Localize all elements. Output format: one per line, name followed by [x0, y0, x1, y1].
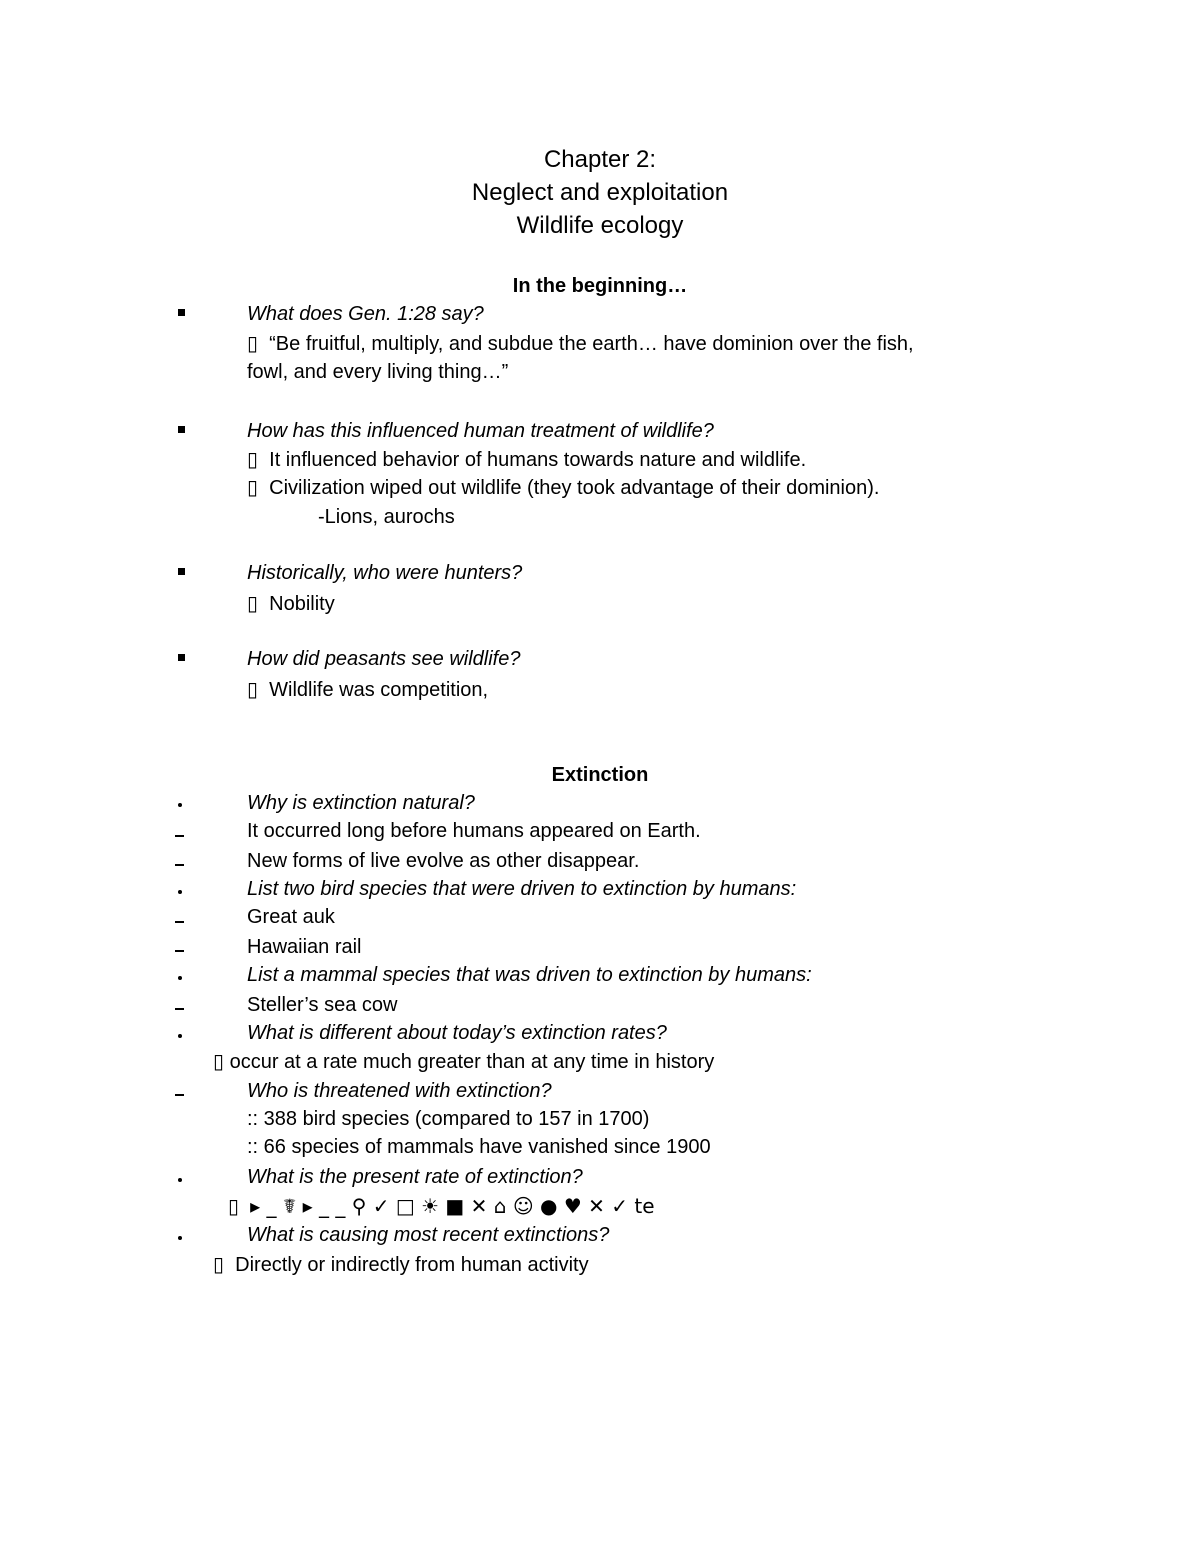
missing-glyph-icon: ▯: [228, 1194, 240, 1218]
question-natural: Why is extinction natural?: [247, 792, 475, 814]
question-peasants: How did peasants see wildlife?: [247, 648, 521, 670]
answer-influence-2: ▯ Civilization wiped out wildlife (they took advantage of their dominion).: [247, 475, 880, 499]
dash-bullet: [175, 1008, 184, 1010]
missing-glyph-icon: ▯: [213, 1252, 225, 1276]
dash-bullet: [175, 864, 184, 866]
dot-bullet: [178, 1034, 182, 1038]
dash-bullet: [175, 835, 184, 837]
answer-birds-1: Great auk: [247, 906, 335, 928]
answer-peasants: ▯ Wildlife was competition,: [247, 677, 489, 701]
question-gen-128: What does Gen. 1:28 say?: [247, 303, 484, 325]
square-bullet: [178, 309, 185, 316]
question-threatened: Who is threatened with extinction?: [247, 1080, 552, 1102]
chapter-topic: Wildlife ecology: [516, 212, 684, 239]
dot-bullet: [178, 1178, 182, 1182]
answer-causes: ▯ Directly or indirectly from human activity: [213, 1252, 589, 1276]
question-causes: What is causing most recent extinctions?: [247, 1224, 610, 1246]
square-bullet: [178, 426, 185, 433]
square-bullet: [178, 654, 185, 661]
question-mammal: List a mammal species that was driven to extinction by humans:: [247, 964, 812, 986]
section-heading-extinction: Extinction: [551, 764, 649, 786]
missing-glyph-icon: ▯: [247, 331, 259, 355]
dot-bullet: [178, 803, 182, 807]
answer-birds-2: Hawaiian rail: [247, 936, 362, 958]
question-birds: List two bird species that were driven to extinction by humans:: [247, 878, 797, 900]
missing-glyph-icon: ▯: [247, 475, 259, 499]
answer-threatened-2: :: 66 species of mammals have vanished since 1900: [247, 1136, 711, 1158]
answer-hunters: ▯ Nobility: [247, 591, 335, 615]
answer-influence-1: ▯ It influenced behavior of humans towards nature and wildlife.: [247, 447, 807, 471]
missing-glyph-icon: ▯: [247, 447, 259, 471]
chapter-title: Chapter 2:: [543, 146, 657, 173]
dash-bullet: [175, 921, 184, 923]
chapter-subtitle: Neglect and exploitation: [471, 179, 729, 206]
question-rates: What is different about today’s extinction rates?: [247, 1022, 667, 1044]
answer-present-rate-garbled: ▯ ▸ _ ☤ ▸ _ _ ⚲ ✓ □ ☀ ■ ✕ ⌂ ☺ ● ♥ ✕ ✓ te: [228, 1194, 655, 1218]
missing-glyph-icon: ▯: [247, 677, 259, 701]
answer-influence-3: -Lions, aurochs: [318, 506, 455, 528]
answer-gen-128-line1: ▯ “Be fruitful, multiply, and subdue the earth… have dominion over the fish,: [247, 331, 914, 355]
dot-bullet: [178, 976, 182, 980]
square-bullet: [178, 568, 185, 575]
answer-threatened-1: :: 388 bird species (compared to 157 in 1700): [247, 1108, 650, 1130]
question-hunters: Historically, who were hunters?: [247, 562, 523, 584]
dash-bullet: [175, 1094, 184, 1096]
answer-gen-128-line2: fowl, and every living thing…”: [247, 361, 509, 383]
dash-bullet: [175, 950, 184, 952]
section-heading-beginning: In the beginning…: [512, 275, 688, 297]
missing-glyph-icon: ▯: [247, 591, 259, 615]
answer-mammal: Steller’s sea cow: [247, 994, 398, 1016]
answer-rates: ▯ occur at a rate much greater than at any time in history: [213, 1049, 715, 1073]
dot-bullet: [178, 1236, 182, 1240]
missing-glyph-icon: ▯: [213, 1049, 225, 1073]
answer-natural-1: It occurred long before humans appeared on Earth.: [247, 820, 701, 842]
question-present-rate: What is the present rate of extinction?: [247, 1166, 583, 1188]
answer-natural-2: New forms of live evolve as other disappear.: [247, 850, 640, 872]
question-influence: How has this influenced human treatment of wildlife?: [247, 420, 714, 442]
dot-bullet: [178, 890, 182, 894]
